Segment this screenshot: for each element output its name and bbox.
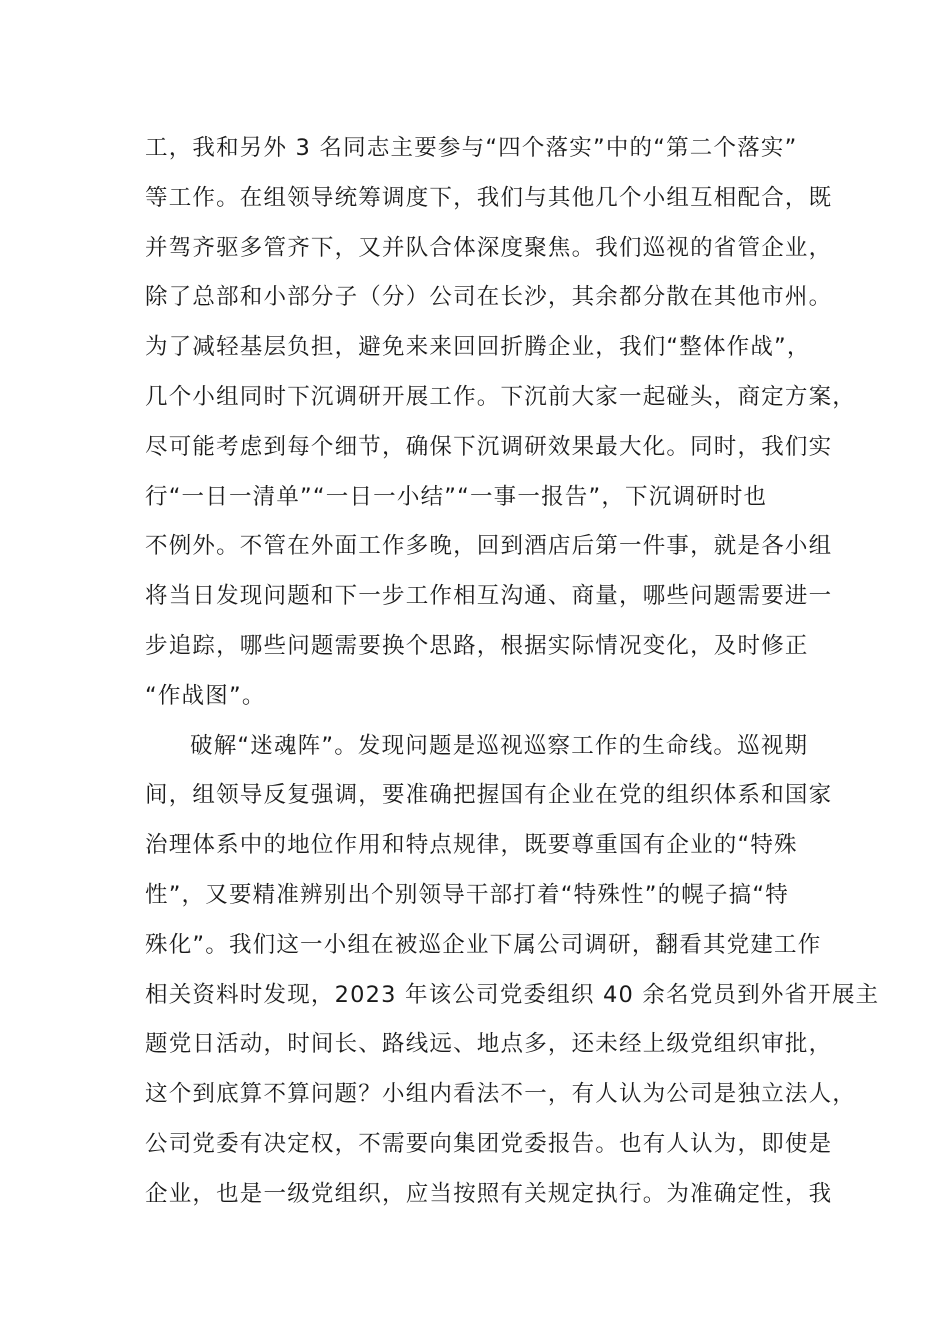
text-line: 间，组领导反复强调，要准确把握国有企业在党的组织体系和国家 bbox=[145, 782, 833, 809]
text-line: 治理体系中的地位作用和特点规律，既要尊重国有企业的“特殊 bbox=[145, 832, 798, 859]
text-line: 并驾齐驱多管齐下，又并队合体深度聚焦。我们巡视的省管企业， bbox=[145, 234, 833, 261]
text-line: 不例外。不管在外面工作多晚，回到酒店后第一件事，就是各小组 bbox=[145, 533, 833, 560]
text-line: 这个到底算不算问题？小组内看法不一，有人认为公司是独立法人， bbox=[145, 1081, 857, 1108]
text-line: 将当日发现问题和下一步工作相互沟通、商量，哪些问题需要进一 bbox=[145, 583, 833, 610]
body-text bbox=[145, 128, 880, 1224]
text-line: 除了总部和小部分子（分）公司在长沙，其余都分散在其他市州。 bbox=[145, 284, 833, 311]
text-line: 行“一日一清单”“一日一小结”“一事一报告”，下沉调研时也 bbox=[145, 483, 768, 510]
text-line: 工，我和另外 3 名同志主要参与“四个落实”中的“第二个落实” bbox=[145, 135, 798, 161]
text-line: “作战图”。 bbox=[145, 682, 266, 709]
text-line: 步追踪，哪些问题需要换个思路，根据实际情况变化，及时修正 bbox=[145, 632, 809, 659]
text-line: 公司党委有决定权，不需要向集团党委报告。也有人认为，即使是 bbox=[145, 1130, 833, 1157]
text-line: 题党日活动，时间长、路线远、地点多，还未经上级党组织审批， bbox=[145, 1031, 833, 1058]
text-line: 尽可能考虑到每个细节，确保下沉调研效果最大化。同时，我们实 bbox=[145, 433, 833, 460]
text-line: 等工作。在组领导统筹调度下，我们与其他几个小组互相配合，既 bbox=[145, 184, 833, 211]
text-line: 为了减轻基层负担，避免来来回回折腾企业，我们“整体作战”， bbox=[145, 334, 811, 361]
text-line: 性”，又要精准辨别出个别领导干部打着“特殊性”的幌子搞“特 bbox=[145, 881, 789, 908]
paragraph-start-line: 破解“迷魂阵”。发现问题是巡视巡察工作的生命线。巡视期 bbox=[190, 732, 809, 759]
text-line: 殊化”。我们这一小组在被巡企业下属公司调研，翻看其党建工作 bbox=[145, 931, 822, 958]
text-line: 几个小组同时下沉调研开展工作。下沉前大家一起碰头，商定方案， bbox=[145, 383, 857, 410]
text-line: 相关资料时发现，2023 年该公司党委组织 40 余名党员到外省开展主 bbox=[145, 981, 880, 1008]
text-line: 企业，也是一级党组织，应当按照有关规定执行。为准确定性，我 bbox=[145, 1180, 833, 1207]
